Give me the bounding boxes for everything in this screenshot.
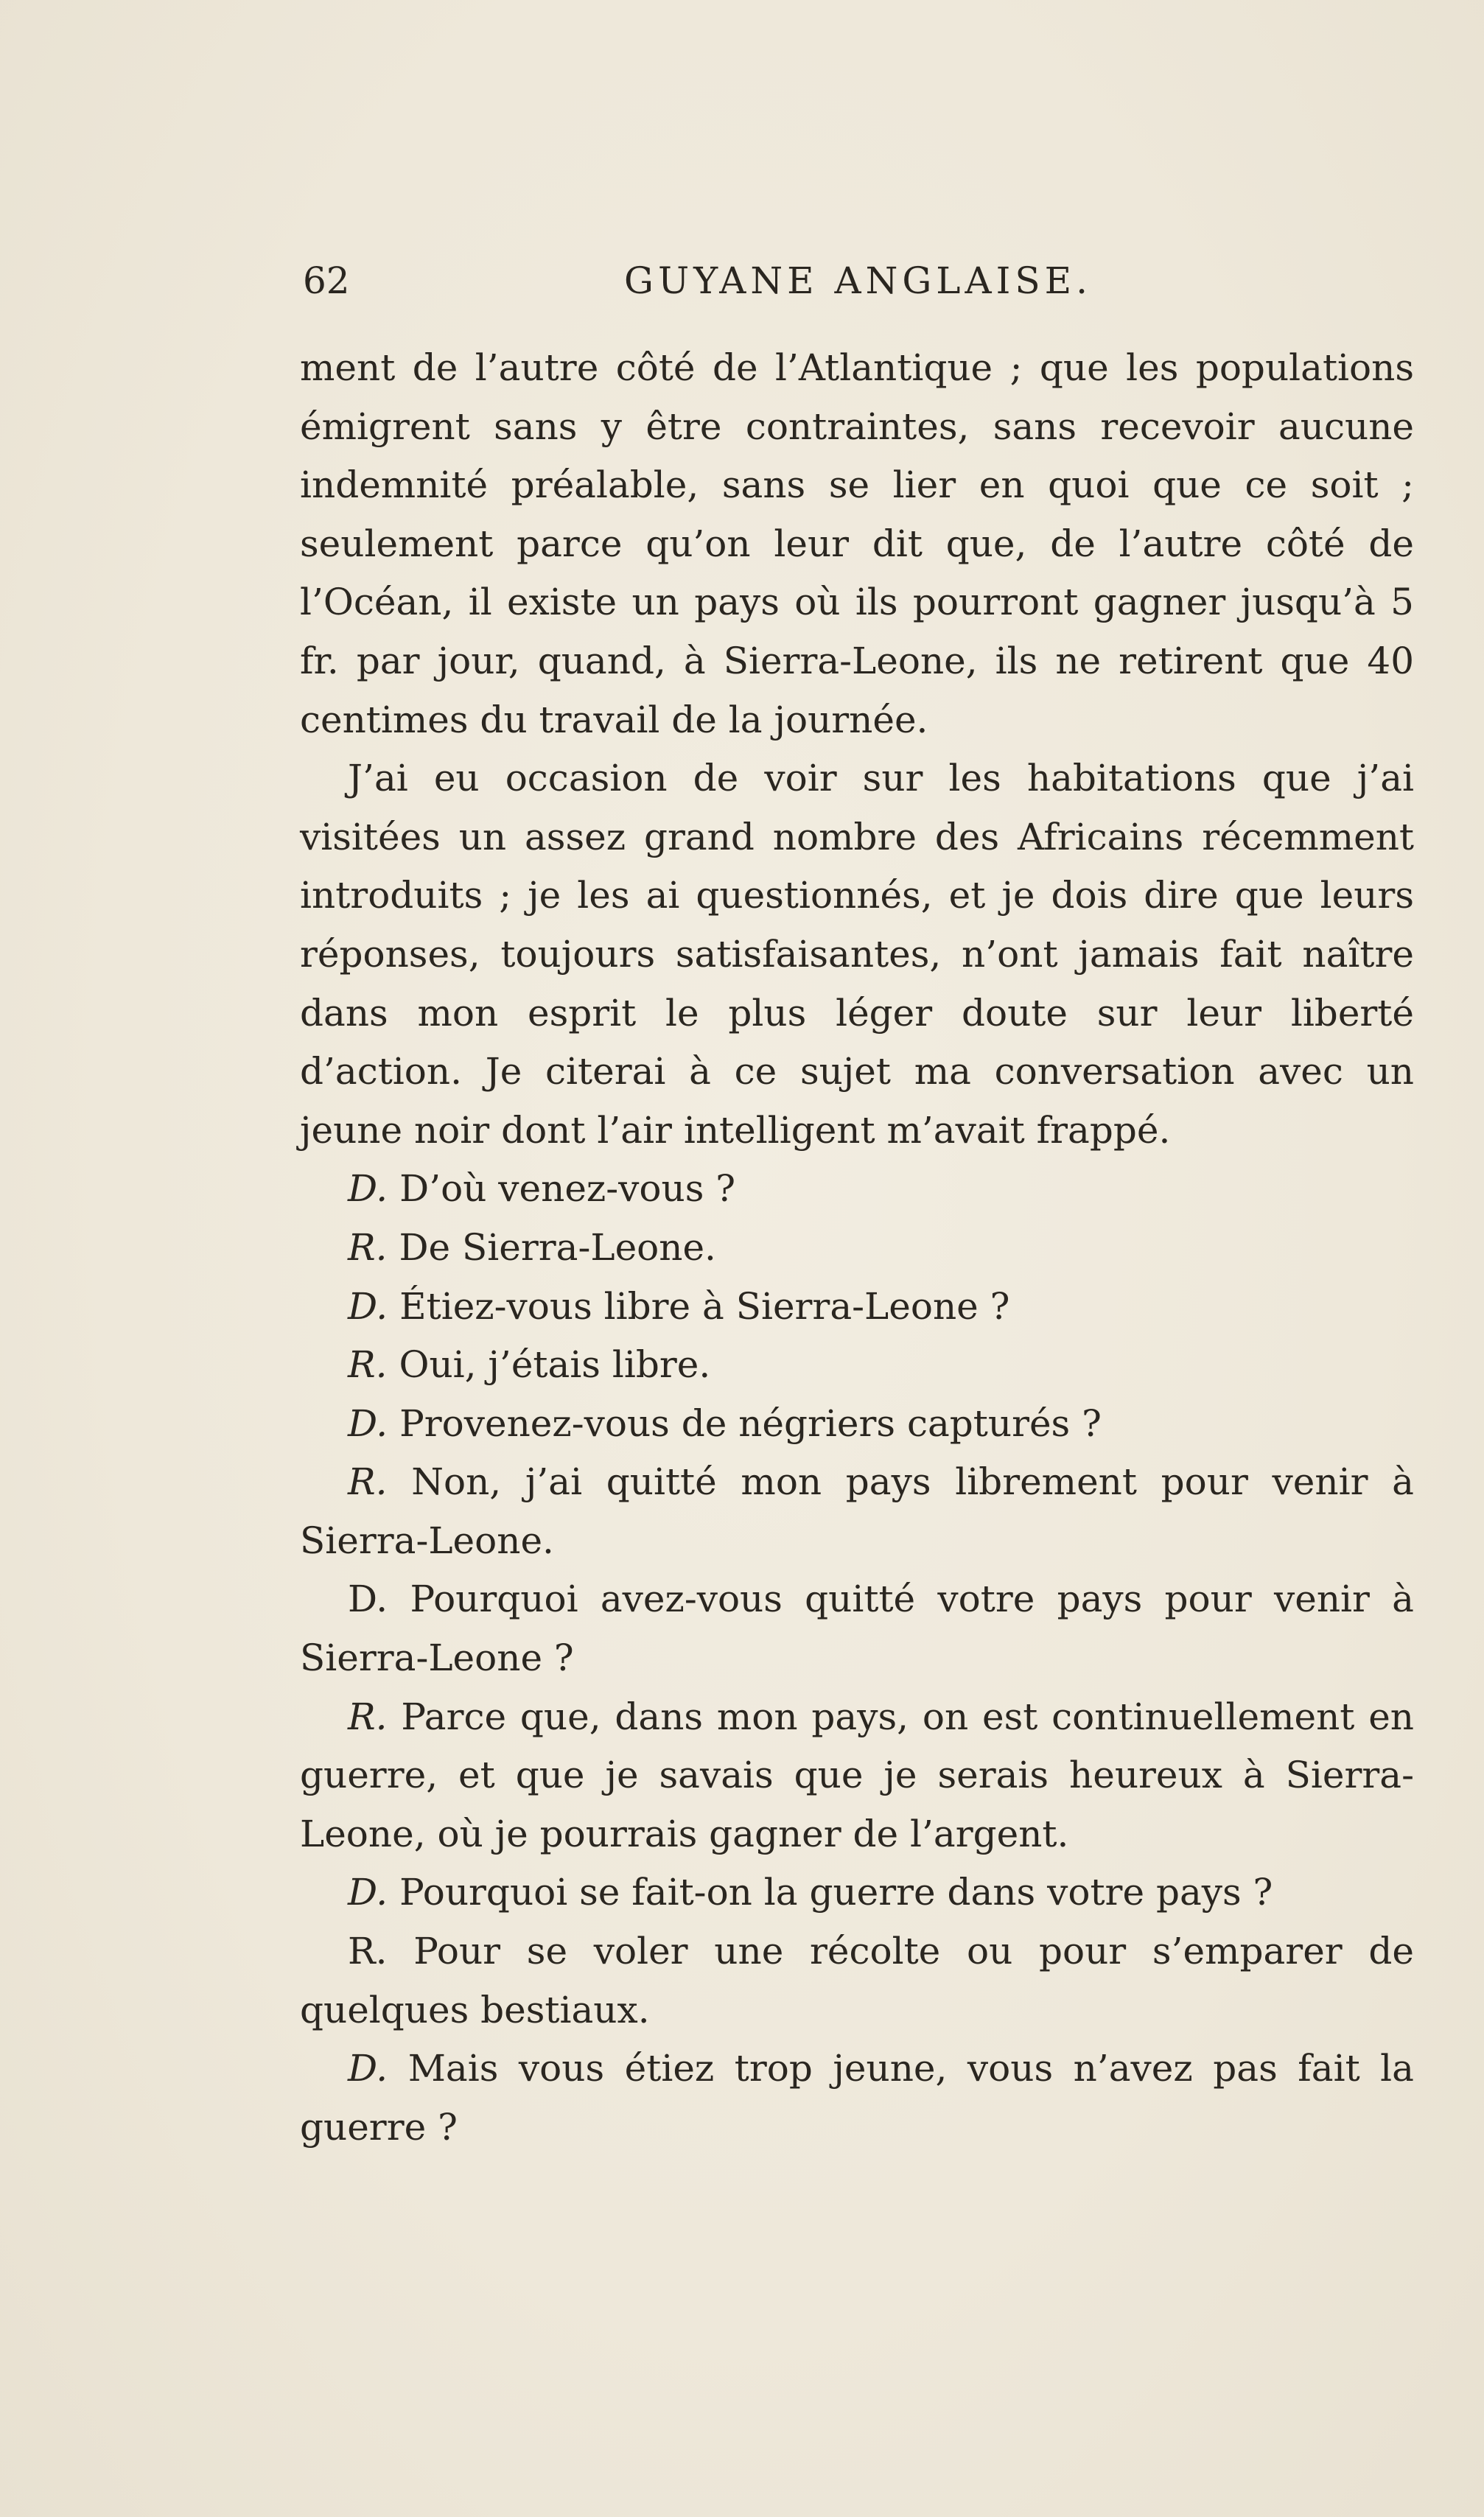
dialogue-speaker-label: D. [348,1284,388,1328]
running-head: GUYANE ANGLAISE. [624,259,1092,302]
dialogue-text: De Sierra-Leone. [399,1225,716,1269]
dialogue-text: Pourquoi se fait-on la guerre dans votre pays ? [399,1871,1273,1914]
dialogue-text: D’où venez-vous ? [399,1167,736,1211]
dialogue-line [300,1688,1414,1864]
dialogue-line [300,1922,1414,2040]
dialogue-speaker-label: D. [348,1401,388,1445]
dialogue-speaker-label: R. [348,1930,388,1973]
dialogue-line [300,1863,1414,1922]
dialogue-line [300,1395,1414,1454]
dialogue-text: Mais vous étiez trop jeune, vous n’avez pas fait la guerre ? [300,2047,1414,2149]
dialogue-text: Provenez-vous de négriers capturés ? [399,1401,1102,1445]
page-number: 62 [303,259,350,302]
dialogue-line [300,1336,1414,1395]
dialogue-text: Pour se voler une récolte ou pour s’emparer de quelques bestiaux. [300,1930,1414,2031]
dialogue-speaker-label: D. [348,1167,388,1211]
dialogue-speaker-label: D. [348,1871,388,1914]
dialogue-speaker-label: R. [348,1460,388,1504]
dialogue-speaker-label: R. [348,1343,388,1387]
dialogue-speaker-label: R. [348,1225,388,1269]
dialogue-text: Parce que, dans mon pays, on est continuellement en guerre, et que je savais que je serais heureux à Sierra-Leone, où je pourrais gagner de l’argent. [300,1695,1414,1855]
dialogue-text: Oui, j’étais libre. [399,1343,711,1387]
dialogue-text: Pourquoi avez-vous quitté votre pays pour venir à Sierra-Leone ? [300,1578,1414,1680]
paragraph-continuation: ment de l’autre côté de l’Atlantique ; que les populations émigrent sans y être contraintes, sans recevoir aucune indemnité préalable, sans se lier en quoi que ce soit ; seulement parce qu’on leur dit que, de l’autre côté de l’Océan, il existe un pays où ils pourront gagner jusqu’à 5 fr. par jour, quand, à Sierra-Leone, ils ne retirent que 40 centimes du travail de la journée. [300,346,1414,741]
dialogue-line [300,1278,1414,1337]
paragraph-narrative: J’ai eu occasion de voir sur les habitations que j’ai visitées un assez grand nombre des Africains récemment introduits ; je les ai questionnés, et je dois dire que leurs réponses, toujours satisfaisantes, n’ont jamais fait naître dans mon esprit le plus léger doute sur leur liberté d’action. Je citerai à ce sujet ma conversation avec un jeune noir dont l’air intelligent m’avait frappé. [300,757,1414,1152]
dialogue-line [300,2040,1414,2157]
dialogue-text: Non, j’ai quitté mon pays librement pour venir à Sierra-Leone. [300,1460,1414,1562]
dialogue-speaker-label: R. [348,1695,388,1738]
dialogue-line [300,1160,1414,1219]
dialogue-speaker-label: D. [348,1578,388,1621]
dialogue-line [300,1219,1414,1278]
body-text [300,339,1414,2157]
dialogue-line [300,1453,1414,1570]
page-text-block [300,251,1414,2157]
page-header [300,251,1414,339]
dialogue-text: Étiez-vous libre à Sierra-Leone ? [399,1284,1010,1328]
dialogue-line [300,1570,1414,1687]
dialogue-speaker-label: D. [348,2047,388,2090]
